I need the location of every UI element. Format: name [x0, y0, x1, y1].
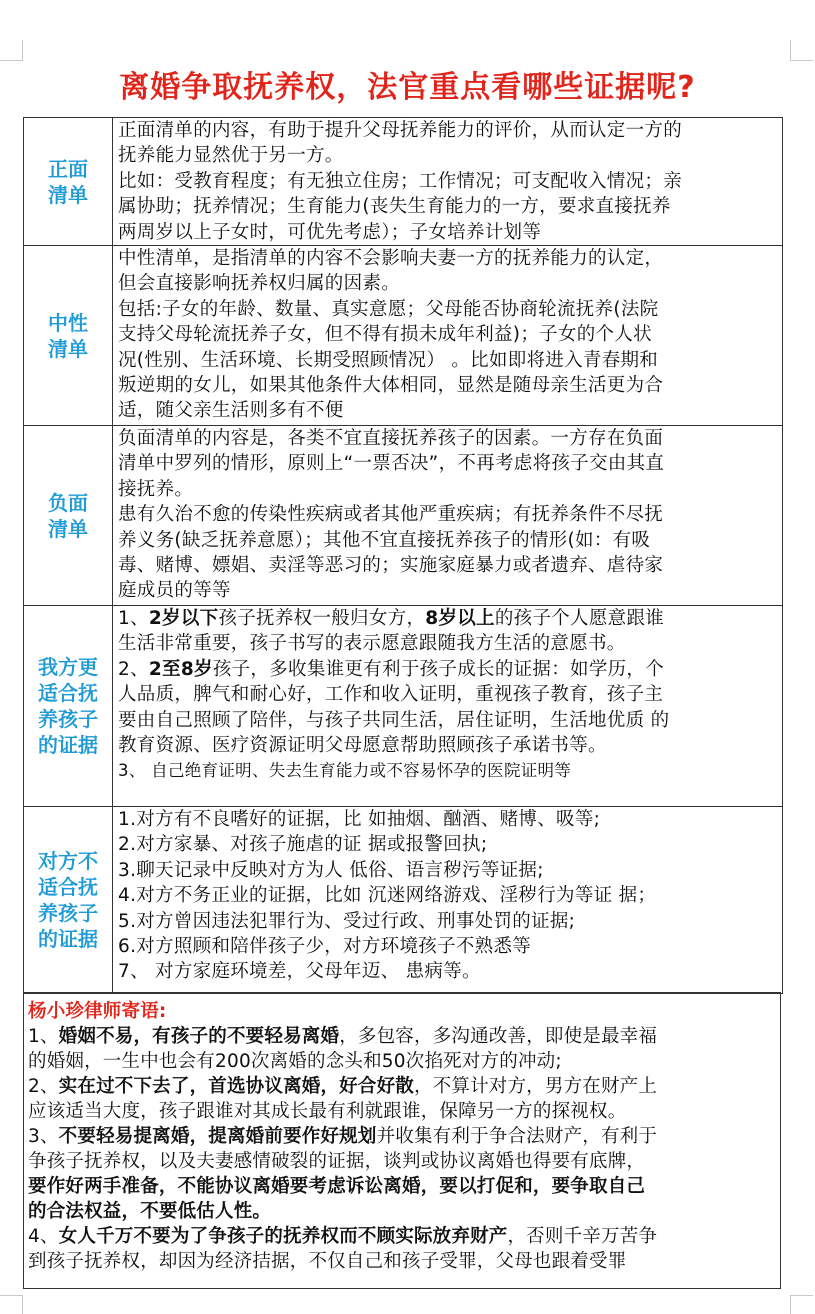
text-segment: 的婚姻，一生中也会有200次离婚的念头和50次掐死对方的冲动; — [28, 1051, 562, 1072]
advice-body — [28, 1024, 776, 1274]
crop-mark-bottom-right — [790, 1295, 813, 1314]
crop-mark-top-right — [790, 40, 813, 61]
content-line: 抚养能力显然优于另一方。 — [118, 145, 344, 167]
row-header — [24, 606, 113, 807]
advice-line — [28, 1224, 776, 1249]
text-segment: 教育资源、医疗资源证明父母愿意帮助照顾孩子承诺书等。 — [118, 735, 607, 757]
row-content — [113, 426, 783, 606]
content-line: 支持父母轮流抚养子女，但不得有损未成年利益)；子女的个人状 — [118, 324, 652, 346]
text-segment: 应该适当大度，孩子跟谁对其成长最有利就跟谁，保障另一方的探视权。 — [28, 1101, 627, 1122]
content-line: 况(性别、生活环境、长期受照顾情况） 。比如即将进入青春期和 — [118, 349, 659, 371]
text-segment: 2、 — [28, 1076, 59, 1097]
row-header-line: 对方不 — [38, 849, 98, 874]
evidence-table — [23, 117, 783, 994]
table-row — [24, 118, 783, 246]
row-header-line: 养孩子 — [38, 901, 98, 926]
row-header — [24, 426, 113, 606]
text-segment: ，不算计对方，男方在财产上 — [413, 1076, 658, 1097]
content-line: 但会直接影响抚养权归属的因素。 — [118, 273, 401, 295]
row-header-line: 正面 — [48, 156, 88, 181]
row-content — [113, 246, 783, 426]
advice-line — [28, 1024, 776, 1049]
row-header-line: 清单 — [48, 336, 88, 361]
content-line — [118, 657, 776, 682]
content-line: 负面清单的内容是，各类不宜直接抚养孩子的因素。一方存在负面 — [118, 428, 664, 450]
row-content — [113, 118, 783, 246]
advice-line — [28, 1249, 776, 1274]
text-segment: 2、 — [118, 658, 149, 680]
content-line: 中性清单，是指清单的内容不会影响夫妻一方的抚养能力的认定， — [118, 248, 664, 270]
content-line: 清单中罗列的情形，原则上“一票否决”，不再考虑将孩子交由其直 — [118, 453, 665, 475]
text-segment: 到孩子抚养权，却因为经济拮据，不仅自己和孩子受罪，父母也跟着受罪 — [28, 1251, 627, 1272]
text-segment: 3、 — [28, 1126, 59, 1147]
row-header — [24, 807, 113, 994]
table-row — [24, 426, 783, 606]
crop-mark-top-left — [0, 40, 23, 61]
content-line: 庭成员的等等 — [118, 580, 231, 602]
row-header-line: 养孩子 — [38, 707, 98, 732]
row-header-line: 的证据 — [38, 927, 98, 952]
content-line: 1.对方有不良嗜好的证据，比 如抽烟、酗酒、赌博、吸等; — [118, 809, 601, 831]
text-segment: 的孩子个人愿意跟谁 — [494, 608, 665, 630]
content-line: 包括:子女的年龄、数量、真实意愿；父母能否协商轮流抚养(法院 — [118, 298, 659, 320]
content-line: 毒、赌博、嫖娼、卖淫等恶习的；实施家庭暴力或者遗弃、虐待家 — [118, 555, 664, 577]
content-line: 正面清单的内容，有助于提升父母抚养能力的评价，从而认定一方的 — [118, 120, 683, 141]
text-segment: 孩子抚养权一般归女方， — [218, 608, 426, 630]
content-line: 适，随父亲生活则多有不便 — [118, 400, 344, 422]
text-segment: 1、 — [118, 608, 149, 630]
bold-text: 的合法权益，不要低估人性。 — [28, 1201, 272, 1222]
text-segment: 争孩子抚养权，以及夫妻感情破裂的证据，谈判或协议离婚也得要有底牌， — [28, 1151, 646, 1172]
table-row — [24, 807, 783, 994]
bold-text: 实在过不下去了，首选协议离婚，好合好散 — [58, 1076, 414, 1097]
row-header-line: 适合抚 — [38, 681, 98, 706]
advice-line — [28, 1174, 776, 1199]
text-segment: 1、 — [28, 1026, 59, 1047]
text-segment: 4、 — [28, 1226, 59, 1247]
advice-line — [28, 1149, 776, 1174]
content-line: 叛逆期的女儿，如果其他条件大体相同，显然是随母亲生活更为合 — [118, 375, 664, 397]
content-line: 比如：受教育程度；有无独立住房；工作情况；可支配收入情况；亲 — [118, 170, 683, 192]
row-content — [113, 606, 783, 807]
content-line: 4.对方不务正业的证据，比如 沉迷网络游戏、淫秽行为等证 据； — [118, 885, 657, 907]
content-line: 养义务(缺乏抚养意愿）；其他不宜直接抚养孩子的情形(如：有吸 — [118, 529, 651, 551]
content-line — [118, 606, 776, 631]
advice-line — [28, 1124, 776, 1149]
advice-line — [28, 1074, 776, 1099]
row-header-line: 清单 — [48, 516, 88, 541]
text-segment: 生活非常重要，孩子书写的表示愿意跟随我方生活的意愿书。 — [118, 633, 626, 655]
text-segment: 并收集有利于争合法财产，有利于 — [376, 1126, 658, 1147]
content-line — [118, 682, 776, 707]
row-header-line: 清单 — [48, 182, 88, 207]
advice-line — [28, 1099, 776, 1124]
advice-line — [28, 1199, 776, 1224]
content-line: 2.对方家暴、对孩子施虐的证 据或报警回执; — [118, 834, 488, 856]
text-segment: ，否则千辛万苦争 — [507, 1226, 658, 1247]
text-segment: ，多包容，多沟通改善，即使是最幸福 — [339, 1026, 658, 1047]
table-row — [24, 246, 783, 426]
content-line: 两周岁以上子女时，可优先考虑）；子女培养计划等 — [118, 221, 542, 243]
content-line — [118, 758, 776, 783]
row-header-line: 的证据 — [38, 733, 98, 758]
content-line: 5.对方曾因违法犯罪行为、受过行政、刑事处罚的证据; — [118, 910, 576, 932]
bold-text: 婚姻不易，有孩子的不要轻易离婚 — [58, 1026, 340, 1047]
row-header — [24, 118, 113, 246]
bold-text: 女人千万不要为了争孩子的抚养权而不顾实际放弃财产 — [58, 1226, 508, 1247]
row-header — [24, 246, 113, 426]
content-line — [118, 631, 776, 656]
content-line: 属协助；抚养情况；生育能力(丧失生育能力的一方，要求直接抚养 — [118, 196, 671, 218]
bold-text: 8岁以上 — [425, 608, 495, 630]
row-header-line: 中性 — [48, 310, 88, 335]
content-line: 接抚养。 — [118, 478, 194, 500]
content-line: 7、 对方家庭环境差，父母年迈、 患病等。 — [118, 961, 481, 983]
content-line: 6.对方照顾和陪伴孩子少，对方环境孩子不熟悉等 — [118, 936, 532, 958]
content-line: 3.聊天记录中反映对方为人 低俗、语言秽污等证据; — [118, 859, 544, 881]
content-line: 患有久治不愈的传染性疾病或者其他严重疾病；有抚养条件不尽抚 — [118, 504, 664, 526]
lawyer-advice-box — [23, 992, 781, 1289]
text-segment: 3、 自己绝育证明、失去生育能力或不容易怀孕的医院证明等 — [118, 761, 572, 781]
advice-line — [28, 1049, 776, 1074]
content-line — [118, 733, 776, 758]
page-title: 离婚争取抚养权，法官重点看哪些证据呢? — [119, 70, 696, 105]
bold-text: 2至8岁 — [148, 658, 213, 680]
row-header-line: 适合抚 — [38, 875, 98, 900]
bold-text: 2岁以下 — [148, 608, 219, 630]
text-segment: 要由自己照顾了陪伴，与孩子共同生活，居住证明，生活地优质 的 — [118, 709, 670, 731]
text-segment: 人品质，脾气和耐心好，工作和收入证明，重视孩子教育，孩子主 — [118, 684, 664, 706]
advice-title: 杨小珍律师寄语: — [28, 1001, 167, 1022]
bold-text: 要作好两手准备，不能协议离婚要考虑诉讼离婚，要以打促和，要争取自己 — [28, 1176, 646, 1197]
text-segment: 孩子，多收集谁更有利于孩子成长的证据：如学历，个 — [212, 658, 665, 680]
row-header-line: 我方更 — [38, 655, 98, 680]
row-header-line: 负面 — [48, 490, 88, 515]
table-row — [24, 606, 783, 807]
content-line — [118, 708, 776, 733]
crop-mark-bottom-left — [0, 1295, 23, 1314]
bold-text: 不要轻易提离婚，提离婚前要作好规划 — [58, 1126, 377, 1147]
row-content — [113, 807, 783, 994]
